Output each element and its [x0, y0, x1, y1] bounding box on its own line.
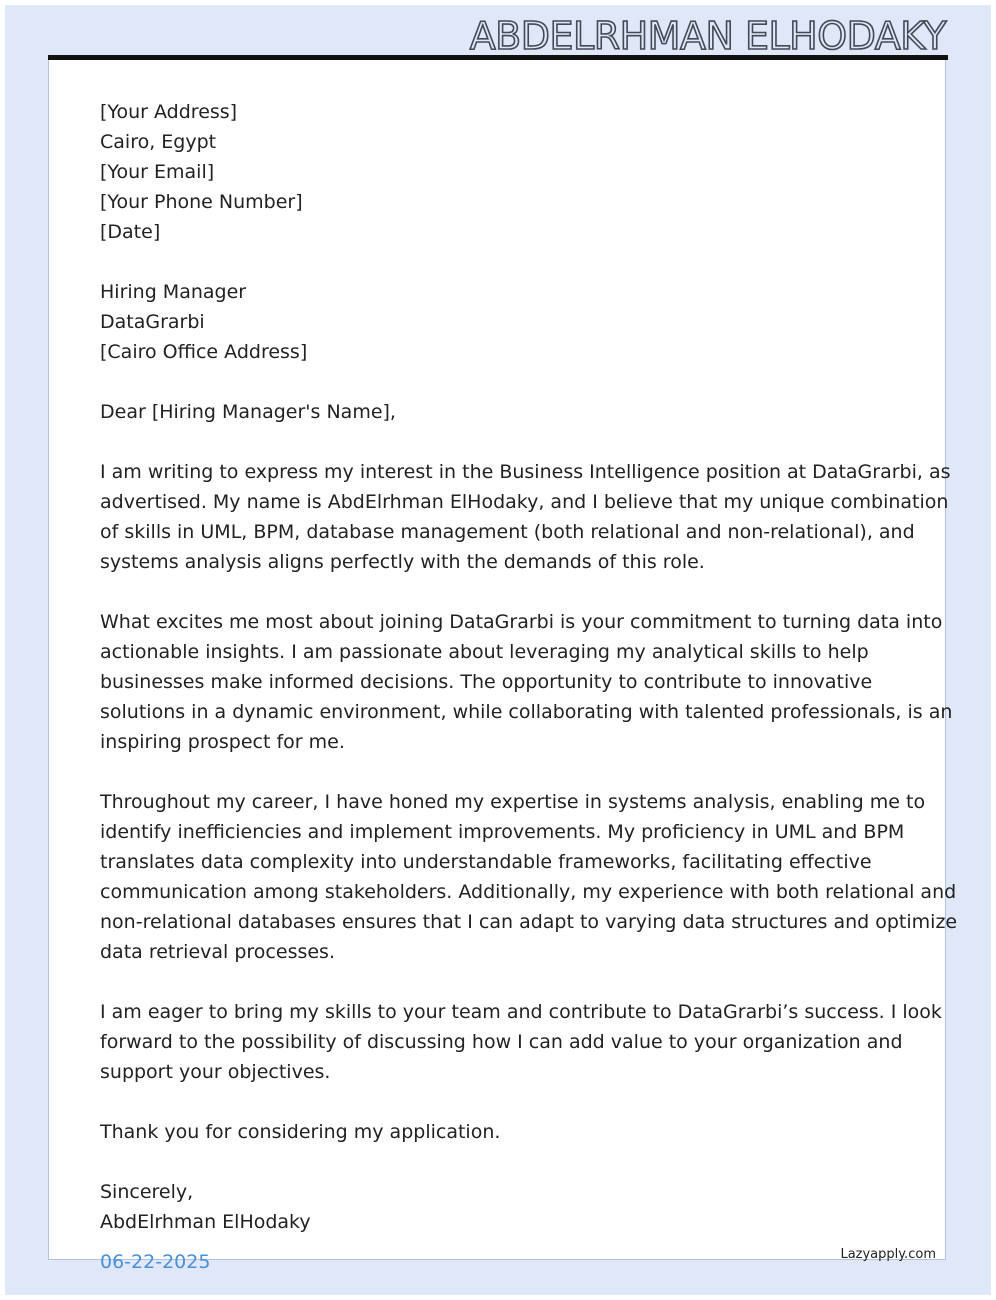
paragraph-line: actionable insights. I am passionate about leveraging my analytical skills to help — [100, 641, 869, 663]
paragraph-line: solutions in a dynamic environment, while collaborating with talented professionals, is an — [100, 701, 953, 723]
paragraph-line: What excites me most about joining DataGrarbi is your commitment to turning data into — [100, 611, 943, 633]
footer-brand-link[interactable]: Lazyapply.com — [840, 1247, 936, 1262]
paragraph-line: Thank you for considering my application. — [100, 1121, 501, 1143]
paragraph-line: I am eager to bring my skills to your team and contribute to DataGrarbi’s success. I look — [100, 1001, 942, 1023]
body-paragraph-intro — [100, 457, 951, 577]
paragraph-line: advertised. My name is AbdElrhman ElHodaky, and I believe that my unique combination — [100, 491, 949, 513]
paragraph-line: I am writing to express my interest in the Business Intelligence position at DataGrarbi, as — [100, 461, 951, 483]
paragraph-line: translates data complexity into understandable frameworks, facilitating effective — [100, 851, 872, 873]
paragraph-line: data retrieval processes. — [100, 941, 335, 963]
sender-address: [Your Address] — [100, 101, 238, 123]
paragraph-line: inspiring prospect for me. — [100, 731, 345, 753]
paragraph-line: support your objectives. — [100, 1061, 331, 1083]
body-paragraph-eagerness — [100, 997, 942, 1087]
paragraph-line: identify inefficiencies and implement improvements. My proficiency in UML and BPM — [100, 821, 905, 843]
sender-email: [Your Email] — [100, 161, 215, 183]
cover-letter-body — [100, 97, 958, 1267]
valediction: Sincerely, — [100, 1181, 194, 1203]
closing-block — [100, 1177, 910, 1237]
signature-name: AbdElrhman ElHodaky — [100, 1211, 311, 1233]
recipient-title: Hiring Manager — [100, 281, 247, 303]
body-paragraph-motivation — [100, 607, 953, 757]
sender-phone: [Your Phone Number] — [100, 191, 303, 213]
applicant-name-heading: ABDELRHMAN ELHODAKY — [469, 14, 946, 58]
greeting-block — [100, 397, 910, 427]
paragraph-line: of skills in UML, BPM, database management (both relational and non-relational), and — [100, 521, 915, 543]
recipient-address: [Cairo Office Address] — [100, 341, 308, 363]
recipient-company: DataGrarbi — [100, 311, 205, 333]
sender-city: Cairo, Egypt — [100, 131, 217, 153]
greeting: Dear [Hiring Manager's Name], — [100, 401, 396, 423]
footer-date: 06-22-2025 — [100, 1251, 211, 1273]
body-paragraph-thanks — [100, 1117, 910, 1147]
body-paragraph-experience — [100, 787, 958, 967]
paragraph-line: communication among stakeholders. Additionally, my experience with both relational and — [100, 881, 957, 903]
paragraph-line: Throughout my career, I have honed my expertise in systems analysis, enabling me to — [100, 791, 926, 813]
paragraph-line: systems analysis aligns perfectly with the demands of this role. — [100, 551, 705, 573]
paragraph-line: non-relational databases ensures that I can adapt to varying data structures and optimize — [100, 911, 958, 933]
recipient-block — [100, 277, 910, 367]
sender-block — [100, 97, 910, 247]
paragraph-line: businesses make informed decisions. The opportunity to contribute to innovative — [100, 671, 873, 693]
paragraph-line: forward to the possibility of discussing how I can add value to your organization and — [100, 1031, 903, 1053]
sender-date: [Date] — [100, 221, 161, 243]
